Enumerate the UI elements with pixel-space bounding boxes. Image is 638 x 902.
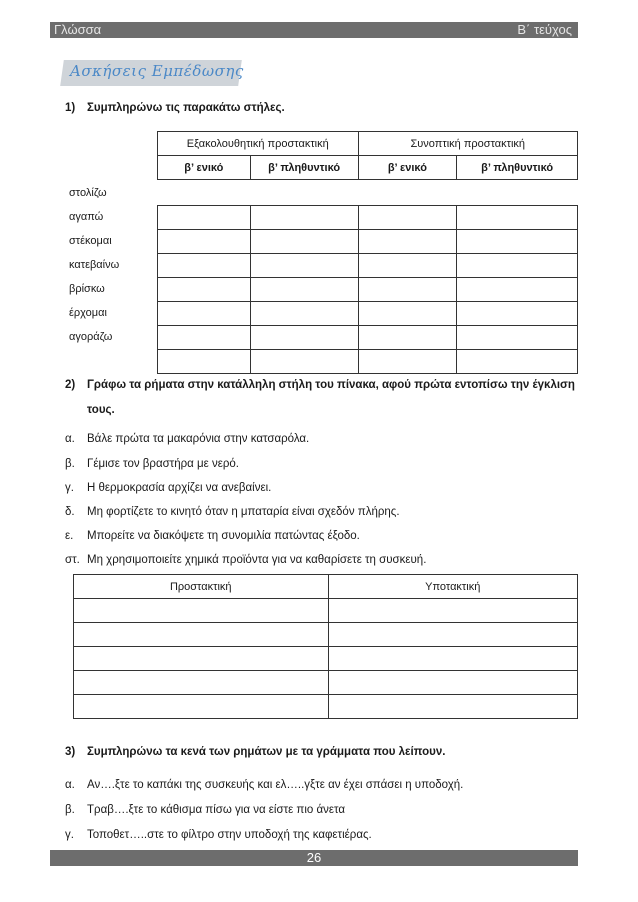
answer-cell[interactable] (457, 206, 578, 230)
answer-cell[interactable] (457, 254, 578, 278)
sentence-item: γ. Η θερμοκρασία αρχίζει να ανεβαίνει. (65, 482, 272, 494)
answer-cell[interactable] (358, 254, 457, 278)
question-text: Συμπληρώνω τα κενά των ρημάτων με τα γράμματα που λείπουν. (87, 746, 446, 758)
verb-label: στέκομαι (69, 235, 112, 247)
verb-label: στολίζω (69, 187, 107, 199)
answer-cell[interactable] (158, 254, 251, 278)
answer-cell[interactable] (74, 623, 329, 647)
question-text: Γράφω τα ρήματα στην κατάλληλη στήλη του πίνακα, αφού πρώτα εντοπίσω την έγκλιση (87, 379, 575, 391)
header-subject: Γλώσσα (54, 22, 102, 37)
mood-table (73, 574, 578, 719)
sentence-item: α. Βάλε πρώτα τα μακαρόνια στην κατσαρόλα. (65, 433, 310, 445)
answer-cell[interactable] (250, 254, 358, 278)
subheader-plural: β’ πληθυντικό (250, 156, 358, 180)
answer-cell[interactable] (328, 623, 578, 647)
question-1 (65, 102, 285, 114)
question-2-continued: τους. (87, 404, 115, 416)
question-2 (65, 379, 575, 391)
header-volume: Β΄ τεύχος (517, 22, 572, 37)
header-bar (50, 22, 578, 38)
answer-cell[interactable] (250, 278, 358, 302)
answer-cell[interactable] (358, 206, 457, 230)
answer-cell[interactable] (457, 302, 578, 326)
answer-cell[interactable] (457, 350, 578, 374)
question-text: Συμπληρώνω τις παρακάτω στήλες. (87, 102, 285, 114)
answer-cell[interactable] (358, 350, 457, 374)
answer-cell[interactable] (158, 206, 251, 230)
footer-bar (50, 850, 578, 866)
answer-cell[interactable] (74, 695, 329, 719)
answer-cell[interactable] (158, 278, 251, 302)
page-number: 26 (306, 850, 322, 865)
answer-cell[interactable] (74, 671, 329, 695)
subheader-plural: β’ πληθυντικό (457, 156, 578, 180)
answer-cell[interactable] (358, 278, 457, 302)
section-title: Ασκήσεις Εμπέδωσης (70, 62, 244, 80)
fill-item: α. Αν….ξτε το καπάκι της συσκευής και ελ…..γξτε αν έχει σπάσει η υποδοχή. (65, 779, 464, 791)
answer-cell[interactable] (250, 206, 358, 230)
verb-label: έρχομαι (69, 307, 107, 319)
question-number: 1) (65, 102, 76, 114)
sentence-item: β. Γέμισε τον βραστήρα με νερό. (65, 458, 239, 470)
answer-cell[interactable] (457, 326, 578, 350)
question-number: 3) (65, 746, 76, 758)
answer-cell[interactable] (457, 278, 578, 302)
table-spacer (158, 180, 578, 206)
answer-cell[interactable] (158, 302, 251, 326)
sentence-item: δ. Μη φορτίζετε το κινητό όταν η μπαταρία είναι σχεδόν πλήρης. (65, 506, 400, 518)
subheader-singular: β’ ενικό (358, 156, 457, 180)
verb-label: αγαπώ (69, 211, 104, 223)
answer-cell[interactable] (158, 350, 251, 374)
answer-cell[interactable] (328, 599, 578, 623)
answer-cell[interactable] (250, 350, 358, 374)
verb-label: κατεβαίνω (69, 259, 120, 271)
answer-cell[interactable] (358, 230, 457, 254)
answer-cell[interactable] (158, 326, 251, 350)
header-continuous-imperative: Εξακολουθητική προστακτική (158, 132, 359, 156)
subheader-singular: β’ ενικό (158, 156, 251, 180)
answer-cell[interactable] (328, 647, 578, 671)
answer-cell[interactable] (250, 326, 358, 350)
header-aorist-imperative: Συνοπτική προστακτική (358, 132, 577, 156)
question-number: 2) (65, 379, 76, 391)
answer-cell[interactable] (250, 302, 358, 326)
answer-cell[interactable] (328, 671, 578, 695)
sentence-item: ε. Μπορείτε να διακόψετε τη συνομιλία πατώντας έξοδο. (65, 530, 360, 542)
verb-label: βρίσκω (69, 283, 105, 295)
answer-cell[interactable] (158, 230, 251, 254)
fill-item: γ. Τοποθετ…..στε το φίλτρο στην υποδοχή της καφετιέρας. (65, 829, 372, 841)
fill-item: β. Τραβ….ξτε το κάθισμα πίσω για να είστε πιο άνετα (65, 804, 346, 816)
question-3 (65, 746, 445, 758)
answer-cell[interactable] (74, 599, 329, 623)
answer-cell[interactable] (250, 230, 358, 254)
header-subjunctive: Υποτακτική (328, 575, 578, 599)
imperative-table (157, 131, 578, 374)
answer-cell[interactable] (358, 302, 457, 326)
answer-cell[interactable] (74, 647, 329, 671)
verb-label: αγοράζω (69, 331, 113, 343)
answer-cell[interactable] (457, 230, 578, 254)
header-imperative: Προστακτική (74, 575, 329, 599)
sentence-item: στ. Μη χρησιμοποιείτε χημικά προϊόντα για να καθαρίσετε τη συσκευή. (65, 554, 427, 566)
answer-cell[interactable] (358, 326, 457, 350)
answer-cell[interactable] (328, 695, 578, 719)
